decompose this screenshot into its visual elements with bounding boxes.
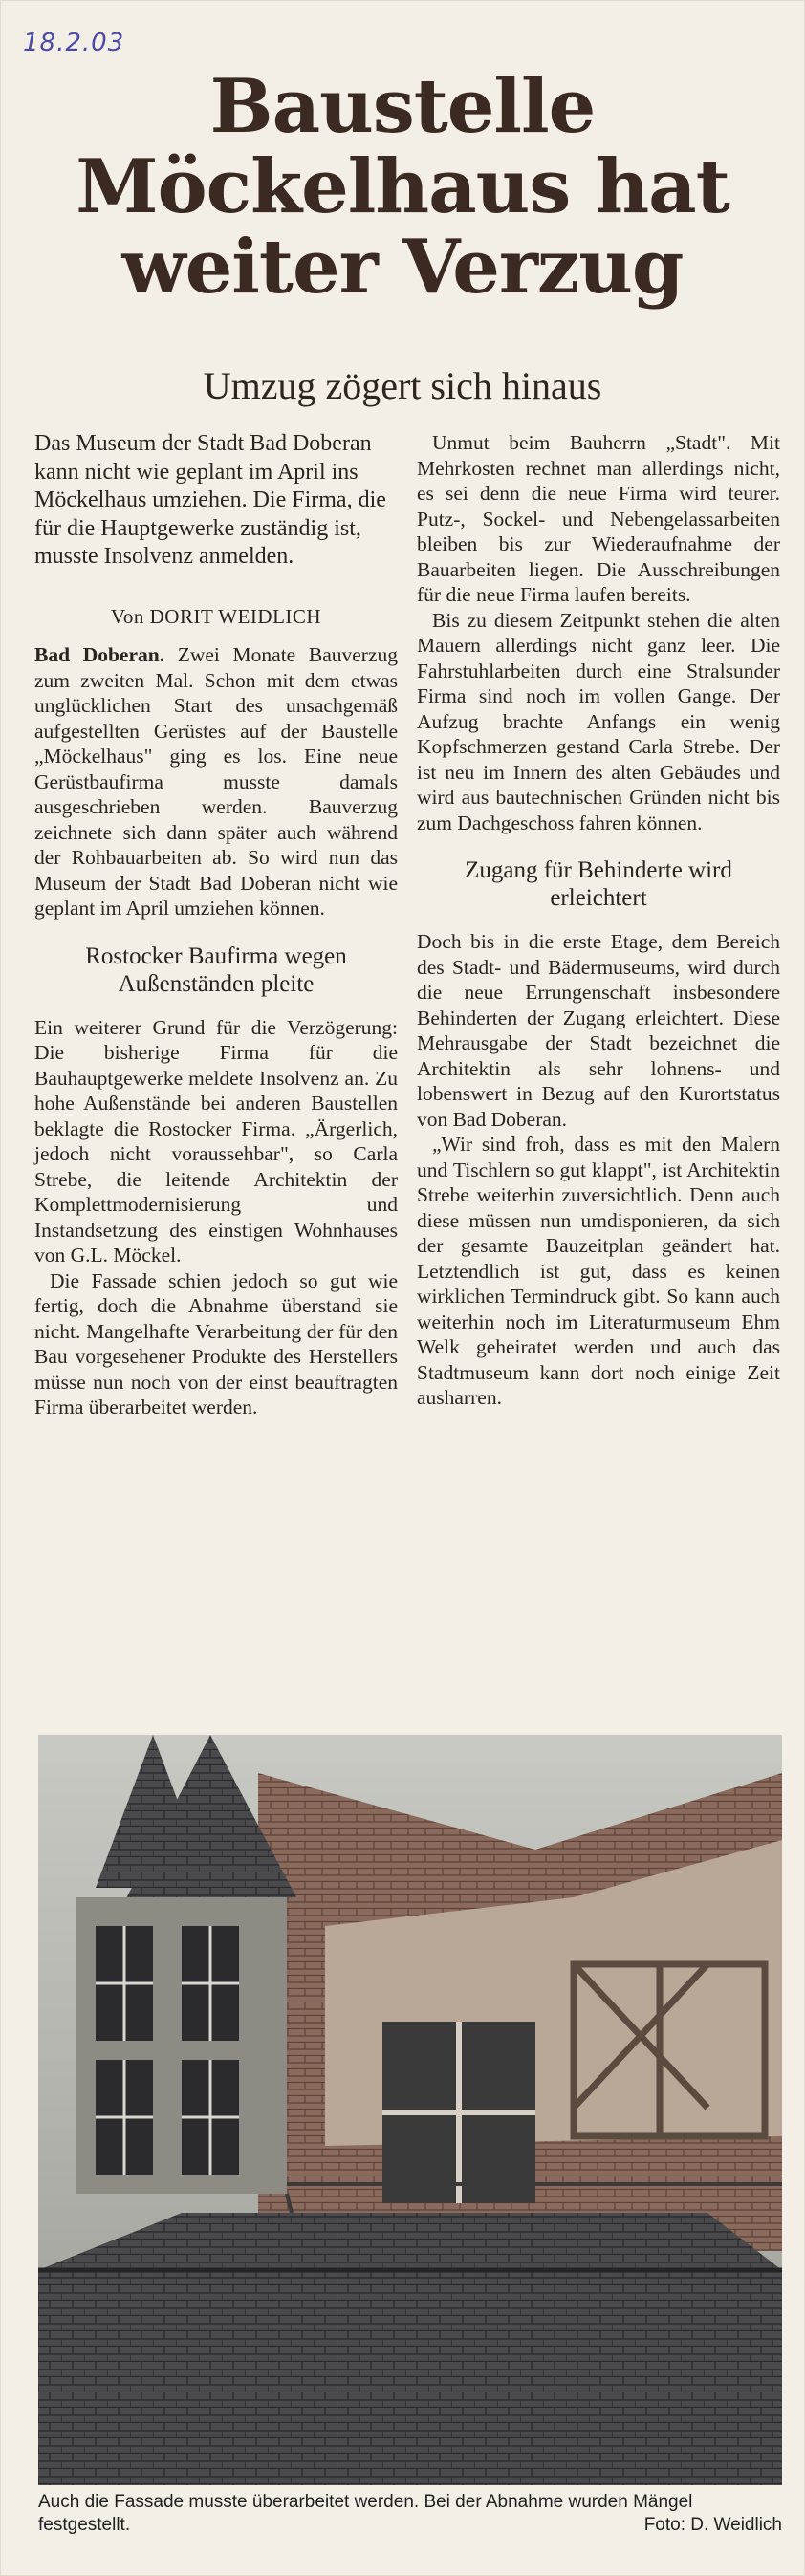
headline-line-3: weiter Verzug (121, 224, 684, 311)
headline-line-1: Baustelle (209, 63, 596, 150)
photo-caption (38, 2491, 782, 2537)
paragraph-text: Zwei Monate Bauverzug zum zweiten Mal. Schon mit dem etwas unglücklichen Start des unsachgemäß aufgestellten Gerüstes auf der Baustelle „Möckelhaus" ging es los. Eine neue Gerüstbaufirma musste damals ausgeschrieben werden. Bauverzug zeichnete sich dann später auch während der Rohbauarbeiten ab. So wird nun das Museum der Stadt Bad Doberan nicht wie geplant im April umziehen können. (34, 643, 398, 920)
article-column-left (34, 430, 398, 1420)
paragraph: Ein weiterer Grund für die Verzögerung: Die bisherige Firma für die Bauhauptgewerke meldete Insolvenz an. Zu hohe Außenstände bei anderen Baustellen beklagte die Rostocker Firma. „Ärgerlich, jedoch nicht voraussehbar", so Carla Strebe, die leitende Architektin der Komplettmodernisierung und Instandsetzung des einstigen Wohnhauses von G.L. Möckel. (34, 1015, 398, 1266)
subheading-baufirma: Rostocker Baufirma wegen Außenständen pleite (85, 942, 347, 997)
subheading-zugang: Zugang für Behinderte wird erleichtert (465, 857, 732, 911)
paragraph: Die Fassade schien jedoch so gut wie fertig, doch die Abnahme überstand sie nicht. Mangelhafte Verarbeitung der für den Bau vorgesehener Produkte des Herstellers müsse nun noch von der einst beauftragten Firma überarbeitet werden. (34, 1268, 398, 1418)
dateline: Bad Doberan. (34, 643, 165, 666)
handwritten-date: 18.2.03 (23, 29, 125, 57)
headline-line-2: Möckelhaus hat (76, 143, 729, 230)
headline (29, 63, 776, 311)
subheadline: Umzug zögert sich hinaus (203, 364, 602, 407)
building-photo-image (38, 1735, 782, 2485)
article-column-right (417, 430, 780, 1411)
paragraph: „Wir sind froh, dass es mit den Malern und Tischlern so gut klappt", ist Architektin Strebe weiterhin zuversichtlich. Denn auch diese müssen nun umdisponieren, da sich der gesamte Bauzeitplan geändert hat. Letztendlich ist gut, dass es keinen wirklichen Termindruck gibt. So kann auch weiterhin noch im Literaturmuseum Ehm Welk geheiratet werden und auch das Stadtmuseum kann dort noch einige Zeit ausharren. (417, 1133, 780, 1409)
lead-paragraph: Das Museum der Stadt Bad Doberan kann nicht wie geplant im April ins Möckelhaus umziehen. Die Firma, die für die Hauptgewerke zuständig ist, musste Insolvenz anmelden. (34, 431, 386, 569)
building-photo (38, 1735, 782, 2485)
photo-credit: Foto: D. Weidlich (643, 2515, 782, 2535)
paragraph (34, 642, 398, 921)
caption-text: Auch die Fassade musste überarbeitet werden. Bei der Abnahme wurden Mängel festgestellt. (38, 2492, 693, 2535)
paragraph: Bis zu diesem Zeitpunkt stehen die alten Mauern allerdings nicht ganz leer. Die Fahrstuhlarbeiten durch eine Stralsunder Firma sind noch im vollen Gange. Der Aufzug brachte Anfangs ein wenig Kopfschmerzen gestand Carla Strebe. Der ist neu im Innern des alten Gebäudes und wird aus bautechnischen Gründen nicht bis zum Dachgeschoss fahren können. (417, 608, 780, 834)
paragraph: Unmut beim Bauherrn „Stadt". Mit Mehrkosten rechnet man allerdings nicht, es sei denn die neue Firma wird teurer. Putz-, Sockel- und Nebengelassarbeiten bleiben bis zur Wiederaufnahme der Bauarbeiten liegen. Die Ausschreibungen für die neue Firma laufen bereits. (417, 431, 780, 606)
byline: Von DORIT WEIDLICH (110, 604, 322, 628)
paragraph: Doch bis in die erste Etage, dem Bereich des Stadt- und Bädermuseums, wird durch die neue Errungenschaft insbesondere Behinderten der Zugang erleichtert. Diese Mehrausgabe der Stadt bezeichnet die Architektin als sehr lohnens- und lobenswert in Bezug auf den Kurortstatus von Bad Doberan. (417, 930, 780, 1131)
